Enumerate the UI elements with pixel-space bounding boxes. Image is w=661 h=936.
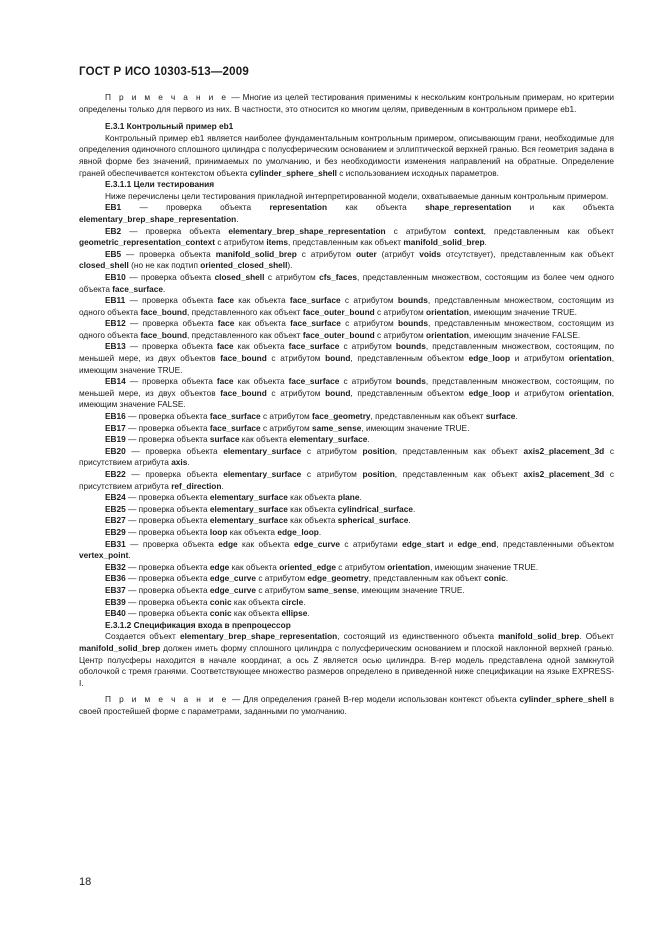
entity-name: elementary_surface [289, 434, 368, 445]
text-run: — проверка объекта [125, 295, 218, 306]
text-run: как объекта [231, 608, 282, 619]
entity-name: vertex_point [79, 550, 129, 561]
test-goal-item [79, 608, 614, 620]
page-number: 18 [79, 876, 92, 888]
entity-name: EB29 [105, 526, 126, 537]
text-run: с атрибутом [335, 561, 388, 572]
entity-name: representation [269, 202, 328, 213]
entity-name: face [217, 318, 235, 329]
entity-name: geometric_representation_context [79, 237, 216, 248]
text-run: с присутствием атрибута [79, 445, 614, 468]
entity-name: EB14 [105, 376, 126, 387]
text-run: . [163, 283, 166, 294]
test-goal-item [79, 504, 614, 516]
entity-name: EB16 [105, 411, 126, 422]
test-goal-item [79, 423, 614, 435]
entity-name: bound [325, 387, 351, 398]
text-run: — проверка объекта [125, 434, 210, 445]
text-run: , имеющим значение FALSE. [79, 387, 614, 410]
text-run: как объекта [233, 341, 289, 352]
entity-name: manifold_solid_brep [403, 237, 485, 248]
text-run: — проверка объекта [125, 503, 210, 514]
test-goal-item [79, 411, 614, 423]
entity-name: face_bound [140, 306, 188, 317]
text-run: — проверка объекта [125, 422, 210, 433]
text-run: с атрибутом [340, 318, 399, 329]
text-run: и атрибутом [510, 353, 569, 364]
text-run: , представленным как объект [483, 225, 614, 236]
text-run: , представленным как объект [394, 469, 524, 479]
entity-name: EB19 [105, 434, 126, 445]
test-goals-list [79, 202, 614, 619]
entity-name: edge_curve [293, 538, 340, 549]
note-text: — Многие из целей тестирования применимы к нескольким контрольным примерам, но критерии определены только для первого из них. В частности, это относится ко многим целям, приведенным в контрольном примере eb1. [79, 92, 614, 114]
entity-name: voids [419, 248, 441, 259]
entity-name: EB5 [105, 248, 122, 259]
entity-name: bounds [395, 376, 426, 387]
test-goal-item [79, 376, 614, 411]
text-run: , представленным множеством, состоящим, по меньшей мере, из двух объектов [79, 376, 614, 398]
test-goal-item [79, 318, 614, 341]
section-title: E.3.1.2 Спецификация входа в препроцессор [105, 619, 291, 630]
text-run: — проверка объекта [125, 271, 215, 282]
entity-name: oriented_edge [279, 561, 336, 572]
text-run: , представленным множеством, состоящим, по меньшей мере, из двух объектов [79, 341, 614, 364]
test-goal-item [79, 272, 614, 295]
text-run: — проверка объекта [125, 411, 210, 422]
text-run: , представленным множеством, состоящим из одного объекта [79, 318, 614, 340]
entity-name: face [217, 295, 235, 306]
text-run: (но не как подтип [128, 260, 201, 271]
text-run: , представленного как объект [187, 306, 303, 317]
test-goal-item [79, 492, 614, 504]
section-heading-e31 [79, 121, 614, 133]
text-run: — проверка объекта [125, 538, 219, 549]
entity-name: edge [209, 561, 230, 572]
text-run: с атрибутом [260, 411, 312, 422]
entity-name: face [216, 341, 234, 352]
page-content [79, 92, 614, 717]
entity-name: cylinder_sphere_shell [519, 694, 607, 705]
entity-name: face_surface [290, 318, 341, 329]
entity-name: axis [171, 457, 188, 468]
text-run: с атрибутом [301, 469, 363, 479]
entity-name: EB31 [105, 538, 126, 549]
text-run: Создается объект [105, 631, 180, 642]
test-goal-item [79, 202, 614, 225]
entity-name: EB25 [105, 503, 126, 514]
text-run: . [187, 457, 190, 468]
entity-name: cylinder_sphere_shell [249, 167, 337, 178]
entity-name: axis2_placement_3d [523, 469, 605, 479]
text-run: как объекта [234, 295, 290, 306]
entity-name: elementary_surface [223, 469, 302, 479]
entity-name: edge_curve [209, 584, 257, 595]
text-run: как объекта [227, 526, 278, 537]
entity-name: shape_representation [425, 202, 512, 213]
entity-name: plane [337, 492, 360, 503]
entity-name: edge_geometry [307, 573, 369, 584]
entity-name: items [266, 237, 289, 248]
entity-name: bounds [398, 318, 428, 329]
text-run: (атрибут [376, 248, 420, 259]
entity-name: elementary_brep_shape_representation [228, 225, 386, 236]
entity-name: EB2 [105, 225, 122, 236]
text-run: должен иметь форму сплошного цилиндра с полусферическим основанием и плоской наклонной верхней гранью. Центр полусферы находится в начале координат, а ось Z является осью цилиндра. B-rep модель представлена одной замкнутой оболочкой с тремя гранями. Соответствующее множество размеров определено в приведенной ниже спецификации на языке EXPRESS-I. [79, 642, 614, 688]
text-run: , представленным объектом [350, 387, 469, 398]
entity-name: conic [209, 596, 232, 607]
text-run: . [515, 411, 518, 422]
entity-name: orientation [568, 353, 612, 364]
text-run: и атрибутом [510, 387, 569, 398]
entity-name: EB24 [105, 492, 126, 503]
entity-name: elementary_surface [209, 503, 288, 514]
text-run: с атрибутом [215, 237, 267, 248]
entity-name: face_outer_bound [302, 306, 375, 317]
test-goal-item [79, 226, 614, 249]
entity-name: face [216, 376, 234, 387]
entity-name: edge_end [457, 538, 497, 549]
test-goal-item [79, 527, 614, 539]
entity-name: conic [209, 608, 232, 619]
text-run: в своей простейшей форме с параметрами, заданными по умолчанию. [79, 694, 614, 716]
text-run: с атрибутом [256, 584, 308, 595]
section-title: E.3.1.1 Цели тестирования [105, 179, 215, 190]
text-run: с атрибутом [256, 573, 308, 584]
text-run: . [128, 550, 131, 561]
text-run: . [307, 608, 310, 619]
text-run: , представленным объектом [350, 353, 469, 364]
text-run: . [236, 213, 239, 224]
text-run: , имеющим значение FALSE. [468, 329, 581, 340]
text-run: как объекта [229, 561, 280, 572]
test-goal-item [79, 341, 614, 376]
text-run: как объекта [239, 434, 290, 445]
text-run: — проверка объекта [125, 445, 224, 456]
entity-name: orientation [426, 329, 469, 340]
entity-name: cfs_faces [319, 271, 357, 282]
text-run: с присутствием атрибута [79, 469, 614, 491]
text-run: . [367, 434, 370, 445]
test-goal-item [79, 295, 614, 318]
text-run: — проверка объекта [125, 608, 210, 619]
entity-name: EB13 [105, 341, 126, 352]
text-run: с атрибутом [264, 271, 320, 282]
text-run: отсутствует), представленным как объект [440, 248, 615, 259]
test-goal-item [79, 469, 614, 492]
entity-name: face_surface [288, 376, 340, 387]
section-heading-e311 [79, 179, 614, 191]
text-run: . [412, 503, 416, 514]
test-goal-item [79, 562, 614, 574]
test-goal-item [79, 573, 614, 585]
entity-name: EB10 [105, 271, 126, 282]
entity-name: spherical_surface [337, 515, 409, 526]
text-run: — проверка объекта [125, 573, 210, 584]
entity-name: closed_shell [79, 260, 129, 271]
entity-name: face_surface [209, 411, 261, 422]
entity-name: EB1 [105, 202, 122, 213]
text-run: . [221, 480, 224, 491]
entity-name: elementary_brep_shape_representation [79, 213, 237, 224]
entity-name: outer [355, 248, 377, 259]
text-run: с атрибутом [339, 341, 396, 352]
text-run: , представленным множеством, состоящим из более чем одного объекта [79, 271, 614, 294]
text-run: — проверка объекта [125, 469, 224, 479]
note-label: П р и м е ч а н и е [105, 694, 229, 705]
text-run: — проверка объекта [125, 526, 210, 537]
entity-name: face_bound [220, 353, 267, 364]
section-e312-body [79, 631, 614, 689]
entity-name: edge_start [402, 538, 445, 549]
text-run: как объекта [287, 492, 338, 503]
entity-name: elementary_surface [209, 492, 288, 503]
entity-name: ref_direction [171, 480, 222, 491]
text-run: как объекта [237, 538, 294, 549]
text-run: с атрибутом [266, 353, 326, 364]
section-heading-e312 [79, 620, 614, 632]
text-run: , представленными объектом [496, 538, 614, 549]
test-goal-item [79, 446, 614, 469]
entity-name: edge_loop [468, 353, 511, 364]
entity-name: loop [209, 526, 228, 537]
entity-name: ellipse [281, 608, 308, 619]
test-goal-item [79, 434, 614, 446]
text-run: — Для определения граней B-rep модели использован контекст объекта [228, 694, 520, 705]
entity-name: face_surface [288, 341, 340, 352]
entity-name: EB39 [105, 596, 126, 607]
entity-name: position [362, 445, 395, 456]
text-run: как объекта [287, 515, 338, 526]
text-run: — проверка объекта [125, 515, 210, 526]
entity-name: elementary_brep_shape_representation [179, 631, 338, 642]
text-run: — проверка объекта [125, 341, 217, 352]
entity-name: edge [218, 538, 238, 549]
entity-name: EB32 [105, 561, 126, 572]
text-run: с атрибутом [301, 445, 363, 456]
entity-name: manifold_solid_brep [79, 642, 161, 653]
entity-name: context [454, 225, 484, 236]
document-header: ГОСТ Р ИСО 10303-513—2009 [79, 66, 249, 78]
entity-name: axis2_placement_3d [523, 445, 605, 456]
entity-name: conic [484, 573, 506, 584]
text-run: как объекта [287, 503, 338, 514]
entity-name: EB11 [105, 295, 126, 306]
entity-name: EB22 [105, 469, 126, 479]
text-run: и как объекта [511, 202, 614, 213]
text-run: с атрибутом [340, 295, 398, 306]
text-run: — проверка объекта [121, 202, 270, 213]
entity-name: same_sense [311, 422, 362, 433]
text-run: — проверка объекта [125, 318, 218, 329]
text-run: , представленным как объект [368, 573, 485, 584]
entity-name: face_surface [289, 295, 341, 306]
entity-name: circle [281, 596, 304, 607]
text-run: как объекта [231, 596, 282, 607]
text-run: — проверка объекта [125, 492, 210, 503]
entity-name: manifold_solid_brep [498, 631, 580, 642]
text-run: . [484, 237, 487, 248]
text-run: с атрибутом [385, 225, 455, 236]
entity-name: EB37 [105, 584, 126, 595]
text-run: — проверка объекта [121, 248, 216, 259]
section-e311-intro: Ниже перечислены цели тестирования прикладной интерпретированной модели, охватываемые данным контрольным примером. [105, 190, 609, 201]
text-run: . [408, 515, 411, 526]
entity-name: EB20 [105, 445, 126, 456]
text-run: , представленным множеством, состоящим из одного объекта [79, 295, 614, 317]
entity-name: edge_curve [209, 573, 257, 584]
text-run: с атрибутами [339, 538, 403, 549]
entity-name: cylindrical_surface [337, 503, 413, 514]
text-run: . Объект [579, 631, 614, 642]
text-run: — проверка объекта [121, 225, 229, 236]
text-run: , представленным как объект [394, 445, 524, 456]
text-run: , представленным как объект [370, 411, 486, 422]
entity-name: manifold_solid_brep [215, 248, 297, 259]
entity-name: orientation [426, 306, 469, 317]
section-e31-intro: Контрольный пример eb1 является наиболее фундаментальным контрольным примером, описывающим грани, необходимые для определения одиночного сплошного цилиндра с полусферическим основанием и эллиптической верхней гранью. Вся геометрия задана в явной форме без значений, принимаемых по умолчанию, и без необходимости изменения направлений на обратные. Определение граней обеспечивается контекстом объекта cylinder_sphere_shell с использованием исходных параметров. [79, 132, 614, 178]
entity-name: same_sense [307, 584, 357, 595]
entity-name: face_bound [220, 387, 267, 398]
entity-name: orientation [387, 561, 431, 572]
test-goal-item [79, 585, 614, 597]
text-run: ). [287, 260, 293, 271]
text-run: с атрибутом [266, 387, 326, 398]
text-run: , имеющим значение TRUE. [356, 584, 465, 595]
text-run: — проверка объекта [125, 561, 210, 572]
text-run: . [359, 492, 362, 503]
entity-name: elementary_surface [223, 445, 302, 456]
entity-name: closed_shell [214, 271, 265, 282]
entity-name: EB27 [105, 515, 126, 526]
text-run: . [303, 596, 306, 607]
test-goal-item [79, 515, 614, 527]
entity-name: face_surface [209, 422, 261, 433]
text-run: с атрибутом [296, 248, 356, 259]
entity-name: surface [485, 411, 516, 422]
entity-name: face_bound [140, 329, 188, 340]
test-goal-item [79, 539, 614, 562]
entity-name: EB36 [105, 573, 126, 584]
text-run: — проверка объекта [125, 376, 217, 387]
text-run: как объекта [233, 376, 289, 387]
entity-name: position [362, 469, 395, 479]
text-run: , состоящий из единственного объекта [337, 631, 499, 642]
text-run: , представленным как объект [288, 237, 404, 248]
note-1 [79, 92, 614, 115]
entity-name: oriented_closed_shell [200, 260, 288, 271]
entity-name: edge_loop [277, 526, 319, 537]
entity-name: face_geometry [311, 411, 371, 422]
test-goal-item [79, 249, 614, 272]
text-run: , имеющим значение TRUE. [79, 353, 614, 375]
text-run: с атрибутом [374, 306, 427, 317]
text-run: с атрибутом [339, 376, 396, 387]
entity-name: orientation [568, 387, 612, 398]
note-2 [79, 694, 614, 717]
entity-name: bounds [395, 341, 426, 352]
entity-name: EB12 [105, 318, 126, 329]
text-run: , имеющим значение TRUE. [361, 422, 470, 433]
entity-name: face_outer_bound [302, 329, 375, 340]
text-run: . [318, 526, 322, 537]
text-run: , имеющим значение TRUE. [468, 306, 577, 317]
note-label: П р и м е ч а н и е [105, 92, 229, 102]
text-run: . [505, 573, 509, 584]
text-run: и [444, 538, 458, 549]
text-run: с атрибутом [260, 422, 312, 433]
entity-name: elementary_surface [209, 515, 288, 526]
entity-name: surface [209, 434, 240, 445]
text-run: , представленного как объект [187, 329, 303, 340]
text-run: — проверка объекта [125, 596, 210, 607]
text-run: , имеющим значение TRUE. [430, 561, 539, 572]
text-run: как объекта [327, 202, 426, 213]
test-goal-item [79, 597, 614, 609]
text-run: с атрибутом [374, 329, 427, 340]
section-title: E.3.1 Контрольный пример eb1 [105, 121, 234, 132]
text-run: — проверка объекта [125, 584, 210, 595]
entity-name: EB17 [105, 422, 126, 433]
entity-name: edge_loop [468, 387, 511, 398]
entity-name: bound [325, 353, 351, 364]
entity-name: bounds [397, 295, 428, 306]
text-run: как объекта [234, 318, 291, 329]
entity-name: face_surface [112, 283, 163, 294]
entity-name: EB40 [105, 608, 126, 619]
